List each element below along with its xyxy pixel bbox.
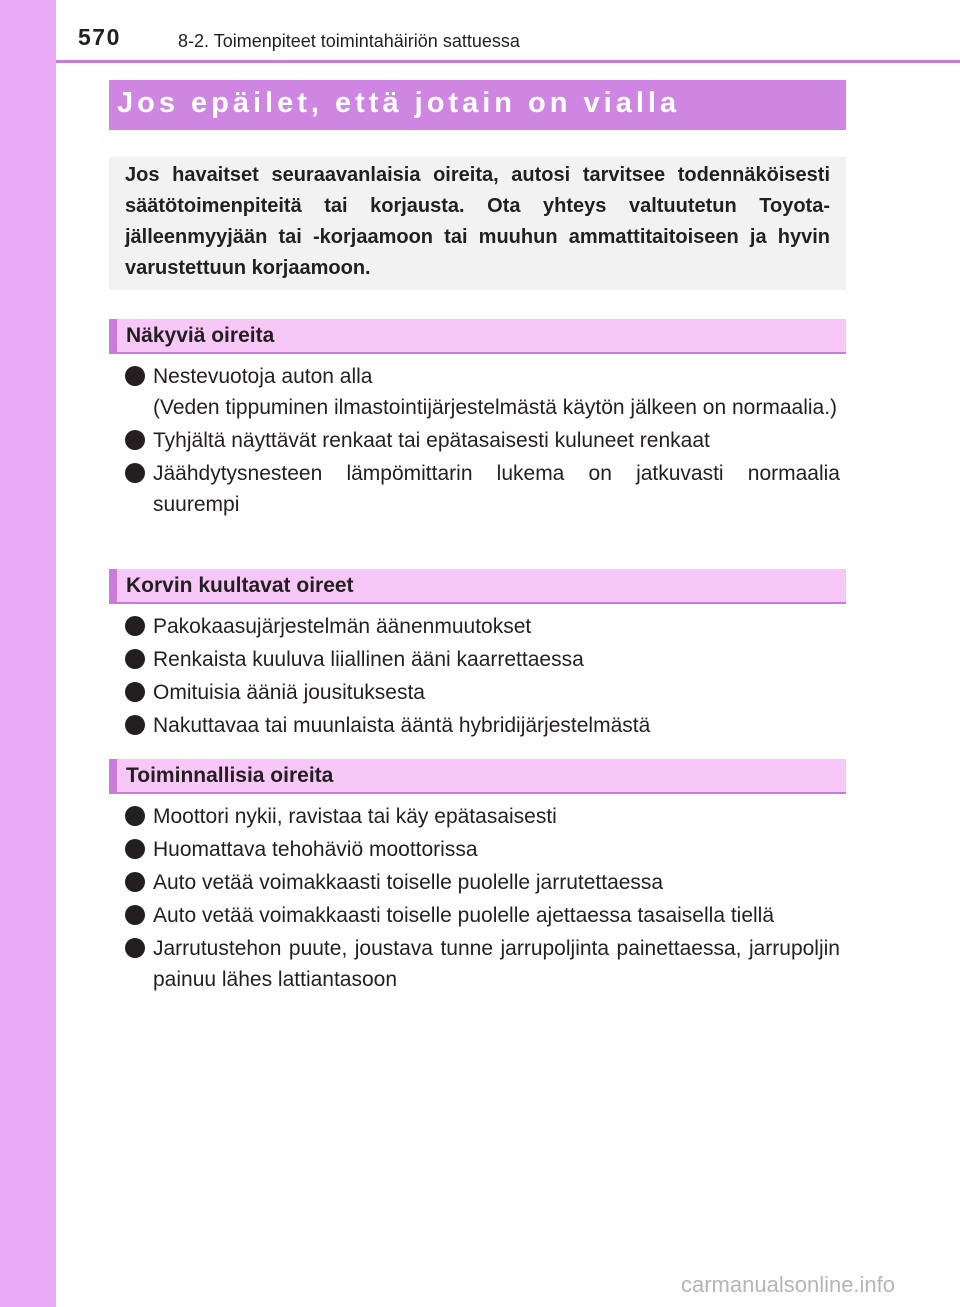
list-item-text: Moottori nykii, ravistaa tai käy epätasaisesti — [153, 805, 557, 828]
bullet-dot-icon — [125, 430, 145, 450]
bullet-dot-icon — [125, 366, 145, 386]
bullet-dot-icon — [125, 872, 145, 892]
bullet-dot-icon — [125, 715, 145, 735]
list-item — [125, 611, 840, 642]
bullet-dot-icon — [125, 806, 145, 826]
section-header-functional-symptoms — [109, 759, 846, 794]
list-item-text: Auto vetää voimakkaasti toiselle puolelle ajettaessa tasaisella tiellä — [153, 904, 775, 927]
bullet-list-functional-symptoms — [125, 801, 840, 997]
list-item — [125, 361, 840, 423]
list-item-text: Jarrutustehon puute, joustava tunne jarrupoljinta painettaessa, jarrupoljin painuu lähes lattiantasoon — [153, 937, 840, 991]
section-title: Korvin kuultavat oireet — [126, 574, 354, 597]
bullet-dot-icon — [125, 649, 145, 669]
page-header — [56, 0, 960, 60]
list-item — [125, 933, 840, 995]
intro-box — [109, 157, 846, 290]
list-item-text: Nestevuotoja auton alla — [153, 365, 373, 388]
page-number: 570 — [78, 24, 121, 50]
list-item — [125, 801, 840, 832]
list-item — [125, 900, 840, 931]
bullet-dot-icon — [125, 839, 145, 859]
section-accent-bar — [109, 759, 117, 794]
section-accent-bar — [109, 569, 117, 604]
section-accent-bar — [109, 319, 117, 354]
list-item — [125, 425, 840, 456]
bullet-list-visible-symptoms — [125, 361, 840, 522]
list-item-text: Tyhjältä näyttävät renkaat tai epätasaisesti kuluneet renkaat — [153, 429, 710, 452]
bullet-dot-icon — [125, 905, 145, 925]
list-item — [125, 458, 840, 520]
bullet-dot-icon — [125, 463, 145, 483]
page-title: Jos epäilet, että jotain on vialla — [117, 87, 681, 119]
bullet-dot-icon — [125, 682, 145, 702]
list-item-text: Auto vetää voimakkaasti toiselle puolelle jarrutettaessa — [153, 871, 664, 894]
side-strip — [0, 0, 56, 1307]
bullet-dot-icon — [125, 938, 145, 958]
title-banner — [109, 80, 846, 130]
header-rule — [56, 60, 960, 63]
bullet-list-audible-symptoms — [125, 611, 840, 743]
section-header-visible-symptoms — [109, 319, 846, 354]
intro-text: Jos havaitset seuraavanlaisia oireita, autosi tarvitsee todennäköisesti säätötoimenpiteitä tai korjausta. Ota yhteys valtuutetun Toyota-jälleenmyyjään tai -korjaamoon tai muuhun ammattitaitoiseen ja hyvin varustettuun korjaamoon. — [125, 164, 830, 279]
list-item — [125, 644, 840, 675]
list-item-text: Pakokaasujärjestelmän äänenmuutokset — [153, 615, 532, 638]
list-item — [125, 677, 840, 708]
list-item-text: Renkaista kuuluva liiallinen ääni kaarrettaessa — [153, 648, 584, 671]
watermark: carmanualsonline.info — [681, 1272, 896, 1297]
section-title: Näkyviä oireita — [126, 324, 275, 347]
list-item-text: Nakuttavaa tai muunlaista ääntä hybridijärjestelmästä — [153, 714, 651, 737]
list-item — [125, 834, 840, 865]
list-item-text: Omituisia ääniä jousituksesta — [153, 681, 425, 704]
list-item-text: Jäähdytysnesteen lämpömittarin lukema on jatkuvasti normaalia suurempi — [153, 462, 840, 516]
chapter-title: 8-2. Toimenpiteet toimintahäiriön sattuessa — [178, 31, 520, 51]
list-item-text: Huomattava tehohäviö moottorissa — [153, 838, 478, 861]
list-item-note: (Veden tippuminen ilmastointijärjestelmästä käytön jälkeen on normaalia.) — [153, 396, 838, 419]
list-item — [125, 867, 840, 898]
list-item — [125, 710, 840, 741]
section-title: Toiminnallisia oireita — [126, 764, 334, 787]
bullet-dot-icon — [125, 616, 145, 636]
section-header-audible-symptoms — [109, 569, 846, 604]
